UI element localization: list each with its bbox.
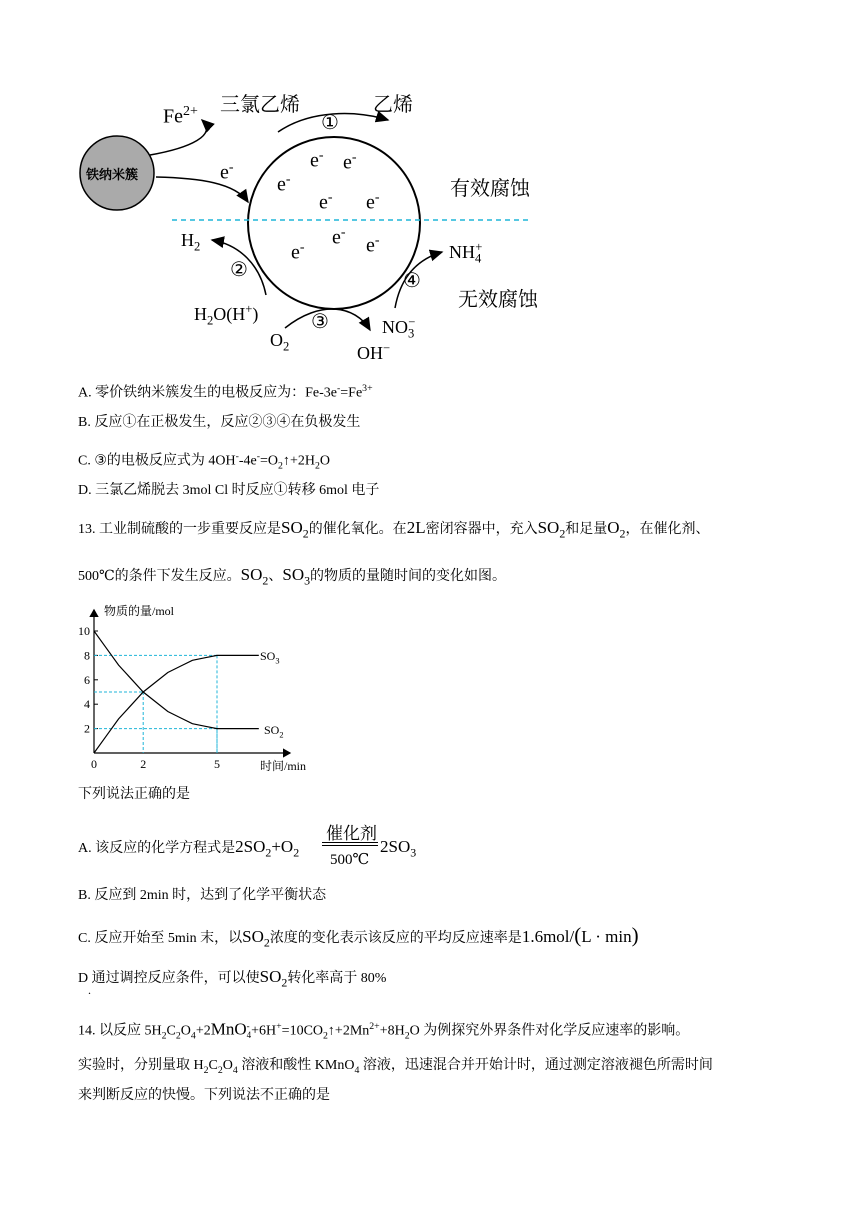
- stray-dot: .: [88, 983, 91, 997]
- q14-stem-line1: 14. 以反应 $5H_2C_2O_4+2MnO$ - 4 $+6H^+=10CO_2↑+2Mn^{2+}+8H_2O$ 为例探究外界条件对化学反应速率的影响。: [78, 1019, 690, 1042]
- q13-chart: [78, 600, 338, 780]
- equation-product: $2SO_3$: [380, 837, 417, 860]
- q14-stem-line2: 实验时，分别量取 $H_2C_2O_4$ 溶液和酸性 KMnO$_4$ 溶液，迅速混合并开始计时，通过测定溶液褪色所需时间: [78, 1058, 713, 1076]
- q12-option-b: B. 反应①在正极发生，反应②③④在负极发生: [78, 415, 361, 430]
- chart-x-tick-label: 2: [140, 757, 147, 771]
- electron: e-: [277, 172, 291, 196]
- ohminus-label: OH−: [357, 341, 391, 363]
- electron: e-: [366, 233, 380, 257]
- chart-series-label-so3: $SO_3$: [260, 649, 280, 666]
- q12-option-a: A. 零价铁纳米簇发生的电极反应为：$Fe-3e^-=Fe^{3+}$: [78, 383, 373, 401]
- chart-svg: [78, 600, 338, 780]
- electron: e-: [332, 225, 346, 249]
- no3-label: $NO_3^-$: [382, 315, 416, 341]
- chart-x-tick-label: 0: [91, 757, 97, 771]
- chart-x-axis-label: 时间/min: [260, 759, 307, 773]
- equation-catalyst: 催化剂: [326, 824, 377, 843]
- electron: e-: [366, 190, 380, 214]
- chart-y-tick-label: 6: [84, 672, 90, 687]
- equation-temperature: 500℃: [330, 852, 370, 868]
- q13-option-d: D 通过调控反应条件，可以使$SO_2$转化率高于 80%: [78, 967, 387, 990]
- ineffective-corrosion-label: 无效腐蚀: [458, 289, 538, 311]
- chart-y-tick-label: 10: [78, 624, 90, 638]
- o2-label: $O_2$: [270, 330, 290, 354]
- q12-option-c: C. ③的电极反应式为 $4OH^--4e^-=O_2↑+2H_2O$: [78, 451, 330, 472]
- q13-option-a: A. 该反应的化学方程式是$2SO_2+O_2$: [78, 837, 300, 860]
- fe2plus-label: $Fe^{2+}$: [163, 104, 198, 128]
- electron: e-: [319, 190, 333, 214]
- h2o-label: $H_2O(H^+)$: [194, 302, 259, 328]
- q12-option-d: D. 三氯乙烯脱去 3mol Cl 时反应①转移 6mol 电子: [78, 483, 380, 498]
- h2-label: $H_2$: [181, 230, 201, 254]
- ethylene-label: 乙烯: [373, 94, 413, 116]
- chart-series-label-so2: $SO_2$: [264, 723, 284, 740]
- trichloroethylene-label: 三氯乙烯: [220, 94, 300, 116]
- cluster-label: 铁纳米簇: [86, 167, 139, 182]
- nh4-label: $NH_4^+$: [449, 240, 483, 266]
- corrosion-diagram: [70, 80, 630, 370]
- reaction-2-marker: ②: [230, 259, 248, 281]
- chart-y-tick-label: 4: [84, 697, 90, 712]
- chart-y-tick-label: 2: [84, 721, 90, 736]
- equation-arrow: [322, 842, 378, 846]
- chart-y-axis-label: 物质的量/mol: [104, 604, 175, 618]
- q13-stem-line1: 13. 工业制硫酸的一步重要反应是$SO_2$的催化氧化。在2L密闭容器中，充入$SO_2$和足量$O_2$，在催化剂、: [78, 518, 710, 541]
- chart-x-tick-label: 5: [214, 757, 220, 771]
- reaction-3-marker: ③: [311, 311, 329, 333]
- electron: e-: [310, 148, 324, 172]
- q13-stem-line2: 500℃的条件下发生反应。$SO_2$、$SO_3$的物质的量随时间的变化如图。: [78, 565, 507, 588]
- reaction-1-marker: ①: [321, 112, 339, 134]
- q14-stem-line3: 来判断反应的快慢。下列说法不正确的是: [78, 1088, 330, 1103]
- chart-series-line-so3: [94, 655, 259, 753]
- q13-option-c: C. 反应开始至 5min 末，以$SO_2$浓度的变化表示该反应的平均反应速率是1.6mol/(L · min): [78, 923, 639, 950]
- diagram-graphics: [70, 80, 630, 370]
- effective-corrosion-label: 有效腐蚀: [450, 178, 530, 200]
- electron-cluster: e-: [220, 160, 234, 184]
- reaction-4-marker: ④: [403, 270, 421, 292]
- q13-question: 下列说法正确的是: [78, 787, 190, 802]
- chart-series-line-so2: [94, 631, 259, 729]
- electron: e-: [343, 150, 357, 174]
- electron: e-: [291, 240, 305, 264]
- reaction-circle: [248, 137, 420, 309]
- q13-option-b: B. 反应到 2min 时，达到了化学平衡状态: [78, 888, 327, 903]
- chart-y-tick-label: 8: [84, 648, 90, 663]
